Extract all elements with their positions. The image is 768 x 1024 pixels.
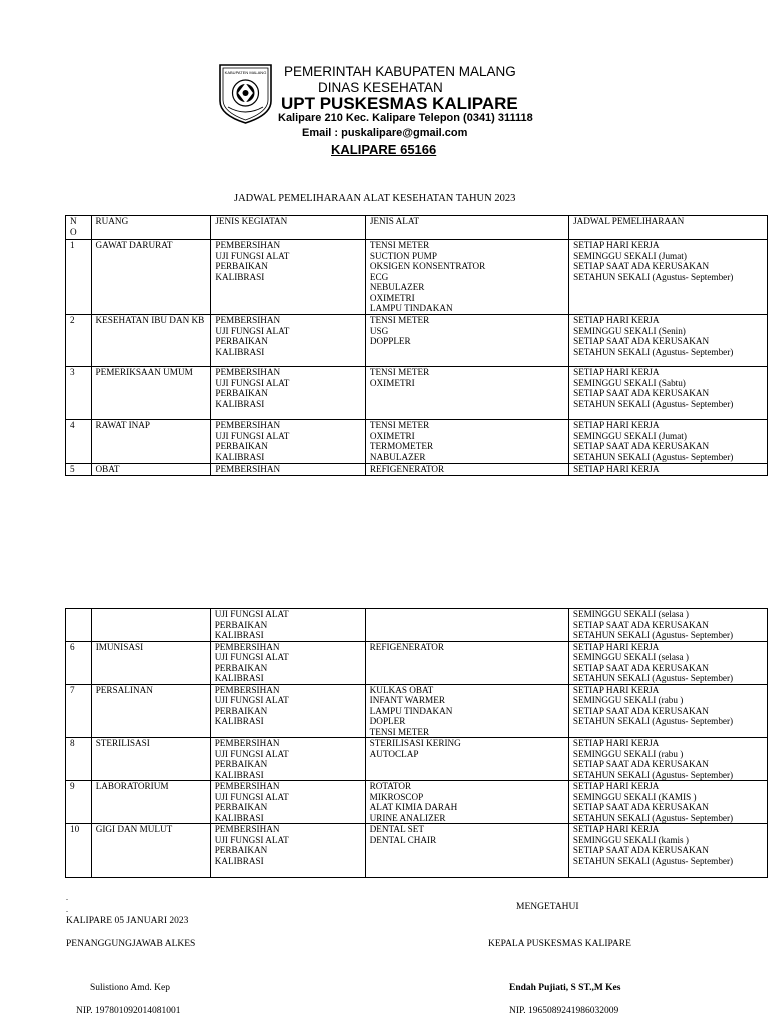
email: Email : puskalipare@gmail.com — [302, 127, 468, 139]
right-signer-nip: NIP. 196508924198603200​9 — [509, 1006, 619, 1016]
approval-heading: MENGETAHUI — [516, 902, 579, 912]
schedule-item: SETIAP HARI KERJA — [572, 781, 660, 791]
room-name: PERSALINAN — [91, 684, 210, 738]
kabupaten-malang-logo — [218, 63, 273, 125]
schedule-table-part-2 — [65, 608, 768, 878]
schedule-cell — [568, 641, 767, 684]
equipment-item: TENSI METER — [369, 420, 430, 430]
schedule-item: SEMINGGU SEKALI (selasa ) — [572, 652, 689, 662]
schedule-item: SETIAP SAAT ADA KERUSAKAN — [572, 705, 709, 716]
schedule-item: SETAHUN SEKALI (Agustus- September) — [572, 855, 734, 866]
address: Kalipare 210 Kec. Kalipare Telepon (0341) 311118 — [278, 112, 533, 124]
row-number: 1 — [66, 240, 92, 315]
schedule-item: SETIAP HARI KERJA — [572, 684, 660, 695]
activity-cell — [211, 367, 366, 420]
equipment-cell — [365, 684, 568, 738]
activity-item: PERBAIKAN — [214, 845, 268, 855]
schedule-item: SEMINGGU SEKALI (kamis ) — [572, 834, 689, 845]
left-signer-name: Sulistiono Amd. Kep — [90, 983, 170, 993]
row-number: 2 — [66, 315, 92, 367]
equipment-item: SUCTION PUMP — [369, 250, 437, 261]
activity-item: UJI FUNGSI ALAT — [215, 377, 290, 388]
schedule-cell — [569, 367, 768, 420]
activity-item: PERBAIKAN — [214, 619, 268, 630]
activity-item: KALIBRASI — [214, 855, 264, 866]
equipment-item: USG — [369, 325, 389, 336]
activity-item: PERBAIKAN — [215, 261, 268, 271]
activity-item: PERBAIKAN — [215, 336, 268, 346]
schedule-cell — [568, 781, 767, 824]
room-name: GAWAT DARURAT — [91, 240, 211, 315]
row-number: 6 — [66, 641, 92, 684]
activity-item: UJI FUNGSI ALAT — [214, 652, 289, 662]
row-number — [66, 609, 92, 642]
table-row — [66, 609, 768, 642]
room-name: LABORATORIUM — [91, 781, 210, 824]
schedule-item: SETIAP HARI KERJA — [573, 240, 660, 250]
schedule-item: SETIAP HARI KERJA — [573, 420, 660, 430]
activity-item: KALIBRASI — [214, 769, 264, 780]
schedule-cell — [569, 420, 768, 464]
equipment-cell — [365, 641, 568, 684]
equipment-item: TERMOMETER — [369, 441, 434, 451]
table-row — [66, 420, 768, 464]
col-header-no: N O — [66, 216, 92, 240]
activity-item: UJI FUNGSI ALAT — [214, 609, 289, 619]
left-signer-nip: NIP. 197801092014081001 — [76, 1006, 181, 1016]
activity-cell — [211, 240, 366, 315]
table-row — [66, 781, 768, 824]
activity-item: KALIBRASI — [214, 673, 264, 683]
equipment-item: KULKAS OBAT — [369, 684, 434, 695]
row-number: 7 — [66, 684, 92, 738]
col-header-jadwal: JADWAL PEMELIHARAAN — [569, 216, 768, 240]
activity-item: PEMBERSIHAN — [214, 824, 280, 834]
equipment-item: NABULAZER — [369, 451, 426, 462]
activity-cell — [210, 609, 365, 642]
equipment-item: OXIMETRI — [369, 292, 415, 303]
schedule-item: SETIAP SAAT ADA KERUSAKAN — [572, 619, 709, 630]
schedule-item: SETAHUN SEKALI (Agustus- September) — [573, 346, 734, 357]
table-row — [66, 464, 768, 476]
activity-item: KALIBRASI — [215, 398, 265, 409]
schedule-item: SEMINGGU SEKALI (Jumat) — [573, 430, 687, 441]
activity-item: KALIBRASI — [214, 630, 264, 640]
signature-date: KALIPARE 05 JANUARI 2023 — [66, 916, 189, 926]
schedule-item: SETIAP SAAT ADA KERUSAKAN — [572, 802, 709, 812]
activity-item: PERBAIKAN — [214, 662, 268, 673]
activity-item: PEMBERSIHAN — [214, 781, 280, 791]
document-title: JADWAL PEMELIHARAAN ALAT KESEHATAN TAHUN 2023 — [234, 193, 516, 204]
schedule-item: SETIAP SAAT ADA KERUSAKAN — [573, 441, 710, 451]
schedule-item: SETIAP SAAT ADA KERUSAKAN — [572, 759, 709, 769]
activity-cell — [211, 420, 366, 464]
equipment-cell — [365, 420, 568, 464]
room-name: RAWAT INAP — [91, 420, 211, 464]
schedule-item: SETIAP SAAT ADA KERUSAKAN — [573, 261, 710, 271]
schedule-item: SETIAP HARI KERJA — [573, 315, 660, 325]
right-signer-name: Endah Pujiati, S ST.,M Kes — [509, 983, 621, 993]
schedule-item: SEMINGGU SEKALI (KAMIS ) — [572, 791, 697, 802]
schedule-item: SETIAP HARI KERJA — [572, 641, 660, 652]
activity-item: KALIBRASI — [215, 451, 265, 462]
agency-name: DINAS KESEHATAN — [318, 80, 443, 95]
schedule-item: SETAHUN SEKALI (Agustus- September) — [572, 630, 734, 640]
equipment-item: ECG — [369, 271, 389, 282]
equipment-item: ALAT KIMIA DARAH — [369, 802, 458, 812]
schedule-cell — [568, 824, 767, 878]
room-name — [91, 609, 210, 642]
left-signer-role: PENANGGUNGJAWAB ALKES — [66, 939, 196, 949]
table-row — [66, 641, 768, 684]
row-number: 10 — [66, 824, 92, 878]
activity-item: KALIBRASI — [214, 812, 264, 823]
activity-cell — [210, 738, 365, 781]
schedule-item: SETAHUN SEKALI (Agustus- September) — [573, 451, 734, 462]
col-header-ruang: RUANG — [91, 216, 211, 240]
equipment-cell — [365, 824, 568, 878]
postal-code: KALIPARE 65166 — [331, 142, 437, 157]
equipment-item: ROTATOR — [369, 781, 412, 791]
equipment-item: TENSI METER — [369, 315, 430, 325]
institution-name: UPT PUSKESMAS KALIPARE — [281, 94, 518, 113]
room-name: OBAT — [91, 464, 211, 476]
equipment-item: DENTAL SET — [369, 824, 424, 834]
schedule-item: SETIAP SAAT ADA KERUSAKAN — [573, 388, 710, 398]
room-name: KESEHATAN IBU DAN KB — [91, 315, 211, 367]
activity-item: UJI FUNGSI ALAT — [215, 250, 290, 261]
schedule-item: SETAHUN SEKALI (Agustus- September) — [572, 716, 734, 726]
table-row — [66, 240, 768, 315]
schedule-item: SETIAP SAAT ADA KERUSAKAN — [572, 845, 709, 855]
activity-item: PEMBERSIHAN — [215, 367, 281, 377]
activity-item: PEMBERSIHAN — [215, 464, 281, 474]
equipment-item: STERILISASI KERING — [369, 738, 461, 748]
logo-text: KABUPATEN MALANG — [224, 70, 267, 75]
dot-mark: . — [66, 905, 68, 914]
schedule-cell — [568, 684, 767, 738]
equipment-item: NEBULAZER — [369, 282, 425, 292]
table-header-row — [66, 216, 768, 240]
activity-item: PERBAIKAN — [215, 441, 268, 451]
activity-item: UJI FUNGSI ALAT — [214, 695, 289, 705]
row-number: 9 — [66, 781, 92, 824]
activity-item: PEMBERSIHAN — [214, 684, 280, 695]
equipment-item: URINE ANALIZER — [369, 812, 446, 823]
equipment-item: DOPPLER — [369, 336, 411, 346]
equipment-cell — [365, 367, 568, 420]
activity-item: KALIBRASI — [215, 271, 265, 282]
room-name: PEMERIKSAAN UMUM — [91, 367, 211, 420]
gov-name: PEMERINTAH KABUPATEN MALANG — [284, 64, 516, 79]
table-row — [66, 315, 768, 367]
schedule-item: SEMINGGU SEKALI (Sabtu) — [573, 377, 686, 388]
activity-item: PEMBERSIHAN — [214, 738, 280, 748]
schedule-cell — [569, 464, 768, 476]
dot-mark: . — [66, 893, 68, 902]
equipment-item: INFANT WARMER — [369, 695, 445, 705]
table-row — [66, 738, 768, 781]
activity-item: PEMBERSIHAN — [215, 420, 281, 430]
activity-cell — [211, 315, 366, 367]
schedule-item: SETAHUN SEKALI (Agustus- September) — [573, 398, 734, 409]
equipment-cell — [365, 781, 568, 824]
activity-item: KALIBRASI — [215, 346, 265, 357]
schedule-cell — [569, 240, 768, 315]
activity-item: PERBAIKAN — [215, 388, 268, 398]
equipment-cell — [365, 609, 568, 642]
activity-cell — [210, 641, 365, 684]
equipment-cell — [365, 464, 568, 476]
room-name: GIGI DAN MULUT — [91, 824, 210, 878]
equipment-item: TENSI METER — [369, 240, 430, 250]
schedule-item: SETAHUN SEKALI (Agustus- September) — [572, 769, 734, 780]
table-row — [66, 684, 768, 738]
equipment-item: LAMPU TINDAKAN — [369, 705, 453, 716]
activity-cell — [211, 464, 366, 476]
equipment-cell — [365, 738, 568, 781]
activity-item: UJI FUNGSI ALAT — [214, 834, 289, 845]
activity-item: PERBAIKAN — [214, 705, 268, 716]
row-number: 5 — [66, 464, 92, 476]
activity-item: PERBAIKAN — [214, 759, 268, 769]
equipment-item: OKSIGEN KONSENTRATOR — [369, 261, 486, 271]
table-row — [66, 824, 768, 878]
activity-item: UJI FUNGSI ALAT — [214, 791, 289, 802]
schedule-item: SETIAP HARI KERJA — [572, 738, 660, 748]
equipment-item: OXIMETRI — [369, 377, 415, 388]
equipment-cell — [365, 240, 568, 315]
schedule-item: SETIAP SAAT ADA KERUSAKAN — [573, 336, 710, 346]
schedule-item: SETAHUN SEKALI (Agustus- September) — [572, 673, 734, 683]
equipment-item: OXIMETRI — [369, 430, 415, 441]
schedule-item: SEMINGGU SEKALI (rabu ) — [572, 695, 684, 705]
equipment-item: REFIGENERATOR — [369, 464, 445, 474]
activity-item: UJI FUNGSI ALAT — [215, 430, 290, 441]
equipment-item: MIKROSCOP — [369, 791, 424, 802]
equipment-item: TENSI METER — [369, 726, 430, 737]
activity-item: PERBAIKAN — [214, 802, 268, 812]
col-header-kegiatan: JENIS KEGIATAN — [211, 216, 366, 240]
schedule-cell — [568, 609, 767, 642]
schedule-item: SETIAP HARI KERJA — [573, 367, 660, 377]
schedule-item: SETIAP HARI KERJA — [573, 464, 660, 474]
schedule-item: SETAHUN SEKALI (Agustus- September) — [573, 271, 734, 282]
activity-cell — [210, 684, 365, 738]
schedule-cell — [568, 738, 767, 781]
col-header-alat: JENIS ALAT — [365, 216, 568, 240]
equipment-item: TENSI METER — [369, 367, 430, 377]
activity-item: PEMBERSIHAN — [214, 641, 280, 652]
equipment-item: DOPLER — [369, 716, 406, 726]
schedule-item: SEMINGGU SEKALI (selasa ) — [572, 609, 689, 619]
activity-cell — [210, 781, 365, 824]
row-number: 4 — [66, 420, 92, 464]
activity-item: KALIBRASI — [214, 716, 264, 726]
activity-item: UJI FUNGSI ALAT — [214, 748, 289, 759]
schedule-item: SETAHUN SEKALI (Agustus- September) — [572, 812, 734, 823]
table-row — [66, 367, 768, 420]
activity-item: UJI FUNGSI ALAT — [215, 325, 290, 336]
schedule-item: SEMINGGU SEKALI (Senin) — [573, 325, 686, 336]
activity-item: PEMBERSIHAN — [215, 240, 281, 250]
right-signer-role: KEPALA PUSKESMAS KALIPARE — [488, 939, 631, 949]
room-name: STERILISASI — [91, 738, 210, 781]
schedule-item: SEMINGGU SEKALI (rabu ) — [572, 748, 684, 759]
schedule-item: SEMINGGU SEKALI (Jumat) — [573, 250, 687, 261]
schedule-table-part-1 — [65, 215, 768, 476]
schedule-cell — [569, 315, 768, 367]
schedule-item: SETIAP HARI KERJA — [572, 824, 660, 834]
equipment-cell — [365, 315, 568, 367]
activity-item: PEMBERSIHAN — [215, 315, 281, 325]
equipment-item: DENTAL CHAIR — [369, 834, 437, 845]
equipment-item: LAMPU TINDAKAN — [369, 303, 453, 313]
activity-cell — [210, 824, 365, 878]
row-number: 3 — [66, 367, 92, 420]
equipment-item: REFIGENERATOR — [369, 641, 445, 652]
equipment-item: AUTOCLAP — [369, 748, 419, 759]
row-number: 8 — [66, 738, 92, 781]
room-name: IMUNISASI — [91, 641, 210, 684]
schedule-item: SETIAP SAAT ADA KERUSAKAN — [572, 662, 709, 673]
